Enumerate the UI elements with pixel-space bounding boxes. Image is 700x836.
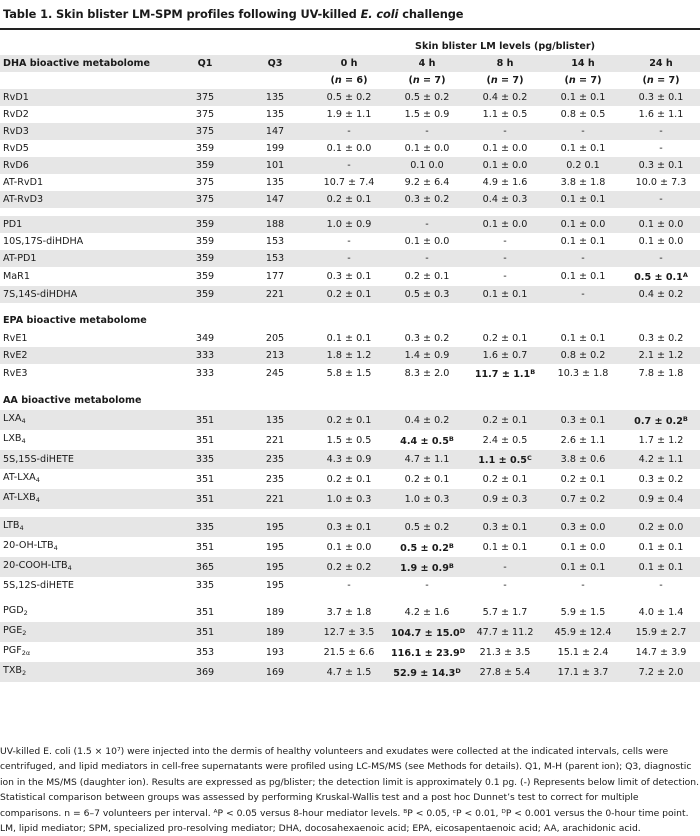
level-value: $0.5 \pm 0.2^B$ <box>400 541 454 554</box>
col-header-q3: Q3 <box>240 55 310 72</box>
q1-value: 335 <box>195 580 215 591</box>
level-value: - <box>622 250 700 267</box>
level-value: 0.3 ± 0.1 <box>544 410 622 430</box>
metabolite-name: RvD6 <box>0 157 170 174</box>
q3-value: 245 <box>265 368 285 379</box>
q1-value: 351 <box>170 622 240 642</box>
level-value: 3.7 ± 1.8 <box>326 606 372 618</box>
q3-value: 189 <box>240 622 310 642</box>
q3-value: 205 <box>265 333 285 344</box>
level-value: 0.1 ± 0.1 <box>560 143 606 154</box>
table-row <box>0 602 700 622</box>
level-value: - <box>544 286 622 303</box>
q3-value: 195 <box>240 517 310 537</box>
metabolite-name: $TXB_2$ <box>0 662 170 682</box>
level-value: 0.1 ± 0.1 <box>560 236 606 247</box>
q3-value: 135 <box>265 177 285 188</box>
q3-value: 101 <box>240 157 310 174</box>
col-header-time: 14 h <box>544 55 622 72</box>
level-value: - <box>310 157 388 174</box>
metabolite-name: $LTB_4$ <box>0 517 170 537</box>
level-value: 0.2 ± 0.1 <box>310 286 388 303</box>
metabolite-name: RvE1 <box>3 333 28 344</box>
q1-value: 335 <box>170 450 240 469</box>
q1-value: 359 <box>170 216 240 233</box>
level-value: 0.8 ± 0.2 <box>544 347 622 364</box>
metabolite-name: AT-RvD1 <box>3 177 44 188</box>
metabolite-name: AT-PD1 <box>0 250 170 267</box>
q1-value: 349 <box>195 333 215 344</box>
table-row <box>0 642 700 662</box>
q3-value: 235 <box>265 473 285 485</box>
level-value: 2.4 ± 0.5 <box>482 434 528 446</box>
q1-value: 375 <box>170 191 240 208</box>
level-value: 0.2 ± 0.1 <box>404 271 450 282</box>
spacer-row <box>0 594 700 602</box>
table-row <box>0 410 700 430</box>
level-value: $1.9 \pm 0.9^B$ <box>388 557 466 577</box>
metabolite-name: RvD5 <box>3 143 29 154</box>
header-span-row <box>0 38 700 55</box>
q1-value: 359 <box>195 143 215 154</box>
metabolite-name: RvD3 <box>0 123 170 140</box>
level-value: 4.0 ± 1.4 <box>638 606 684 618</box>
level-value: 1.0 ± 0.9 <box>310 216 388 233</box>
table-row <box>0 577 700 594</box>
spacer-row <box>0 383 700 391</box>
q1-value: 375 <box>170 89 240 106</box>
spacer-row <box>0 208 700 216</box>
level-value: 4.3 ± 0.9 <box>310 450 388 469</box>
level-value: 1.8 ± 1.2 <box>310 347 388 364</box>
level-value: 1.6 ± 0.7 <box>466 347 544 364</box>
level-value: $104.7 \pm 15.0^D$ <box>388 622 466 642</box>
col-header-time: 8 h <box>466 55 544 72</box>
q1-value: 333 <box>195 368 215 379</box>
q3-value: 221 <box>240 489 310 509</box>
q1-value: 365 <box>170 557 240 577</box>
level-value: 8.3 ± 2.0 <box>404 368 450 379</box>
section-header-row <box>0 311 700 330</box>
level-value: 7.2 ± 2.0 <box>622 662 700 682</box>
level-value: 0.1 ± 0.1 <box>638 541 684 553</box>
level-value: 0.3 ± 0.0 <box>544 517 622 537</box>
data-table <box>0 38 700 682</box>
section-label: AA bioactive metabolome <box>3 395 142 406</box>
table-row <box>0 622 700 642</box>
level-value: 21.3 ± 3.5 <box>479 646 531 658</box>
level-value: 0.2 ± 0.1 <box>310 191 388 208</box>
level-value: 0.1 ± 0.1 <box>622 557 700 577</box>
level-value: - <box>310 123 388 140</box>
q3-value: 147 <box>240 191 310 208</box>
level-value: 27.8 ± 5.4 <box>466 662 544 682</box>
level-value: 0.2 ± 0.0 <box>622 517 700 537</box>
level-value: 5.8 ± 1.5 <box>326 368 372 379</box>
metabolite-name: $20-COOH-LTB_4$ <box>0 557 170 577</box>
n-count: (n = 7) <box>564 75 602 86</box>
level-value: 0.1 ± 0.1 <box>544 89 622 106</box>
level-value: 0.1 ± 0.1 <box>560 271 606 282</box>
level-value: 1.4 ± 0.9 <box>388 347 466 364</box>
level-value: 0.1 ± 0.0 <box>326 541 372 553</box>
level-value: 17.1 ± 3.7 <box>544 662 622 682</box>
level-value: 1.7 ± 1.2 <box>638 434 684 446</box>
metabolite-name: $PGE_2$ <box>0 622 170 642</box>
level-value: 0.3 ± 0.1 <box>622 157 700 174</box>
q3-value: 221 <box>265 434 285 446</box>
level-value: $116.1 \pm 23.9^D$ <box>391 646 466 659</box>
level-value: 0.3 ± 0.2 <box>404 333 450 344</box>
table-row <box>0 430 700 450</box>
span-label: Skin blister LM levels (pg/blister) <box>415 41 595 52</box>
level-value: - <box>466 557 544 577</box>
q3-value: 135 <box>240 410 310 430</box>
table-row <box>0 330 700 347</box>
table-row <box>0 537 700 557</box>
title-italic: E. coli <box>360 7 399 21</box>
level-value: 0.1 ± 0.0 <box>466 216 544 233</box>
level-value: $0.5 \pm 0.1^A$ <box>634 271 688 283</box>
level-value: 0.2 ± 0.1 <box>560 473 606 485</box>
level-value: - <box>622 123 700 140</box>
level-value: 0.1 ± 0.0 <box>638 236 684 247</box>
level-value: 0.1 0.0 <box>388 157 466 174</box>
q3-value: 177 <box>265 271 285 282</box>
table-row <box>0 557 700 577</box>
col-header-time: 0 h <box>310 55 388 72</box>
level-value: 0.3 ± 0.1 <box>466 517 544 537</box>
q1-value: 353 <box>195 646 215 658</box>
metabolite-name: 7S,14S-diHDHA <box>0 286 170 303</box>
level-value: 0.4 ± 0.2 <box>466 89 544 106</box>
level-value: 12.7 ± 3.5 <box>310 622 388 642</box>
level-value: 0.1 ± 0.0 <box>482 143 528 154</box>
q1-value: 359 <box>170 250 240 267</box>
table-row <box>0 157 700 174</box>
level-value: $52.9 \pm 14.3^D$ <box>388 662 466 682</box>
col-header-time: 4 h <box>388 55 466 72</box>
table-row <box>0 267 700 286</box>
level-value: 4.7 ± 1.1 <box>388 450 466 469</box>
q3-value: 147 <box>240 123 310 140</box>
metabolite-name: RvD2 <box>3 109 29 120</box>
q1-value: 375 <box>195 109 215 120</box>
level-value: 10.7 ± 7.4 <box>323 177 375 188</box>
level-value: - <box>503 236 507 247</box>
q3-value: 189 <box>265 606 285 618</box>
q3-value: 135 <box>265 109 285 120</box>
n-count: (n = 7) <box>486 75 524 86</box>
q3-value: 199 <box>265 143 285 154</box>
table-row <box>0 216 700 233</box>
header-row <box>0 55 700 72</box>
metabolite-name: 5S,12S-diHETE <box>3 580 74 591</box>
level-value: 3.8 ± 1.8 <box>560 177 606 188</box>
table-row <box>0 662 700 682</box>
level-value: 1.0 ± 0.3 <box>310 489 388 509</box>
q1-value: 351 <box>195 434 215 446</box>
level-value: 0.5 ± 0.2 <box>388 517 466 537</box>
level-value: 0.2 ± 0.1 <box>482 473 528 485</box>
q3-value: 169 <box>240 662 310 682</box>
q1-value: 369 <box>170 662 240 682</box>
spacer-row <box>0 303 700 311</box>
q3-value: 135 <box>240 89 310 106</box>
top-rule <box>0 28 700 30</box>
level-value: 1.6 ± 1.1 <box>638 109 684 120</box>
level-value: 0.4 ± 0.3 <box>466 191 544 208</box>
table-row <box>0 140 700 157</box>
q1-value: 351 <box>195 473 215 485</box>
title-prefix: Table 1. Skin blister LM-SPM profiles following UV-killed <box>3 7 361 21</box>
level-value: 0.1 ± 0.0 <box>622 216 700 233</box>
table-row <box>0 286 700 303</box>
table-title <box>3 7 463 21</box>
level-value: - <box>544 123 622 140</box>
level-value: - <box>388 250 466 267</box>
metabolite-name: AT-RvD3 <box>0 191 170 208</box>
table-row <box>0 233 700 250</box>
q1-value: 351 <box>170 410 240 430</box>
level-value: 0.1 ± 0.0 <box>466 157 544 174</box>
level-value: 0.1 ± 0.1 <box>326 333 372 344</box>
metabolite-name: $20-OH-LTB_4$ <box>3 540 58 552</box>
table-row <box>0 364 700 383</box>
level-value: 1.1 ± 0.5 <box>482 109 528 120</box>
level-value: $4.4 \pm 0.5^B$ <box>400 434 454 447</box>
metabolite-name: PD1 <box>0 216 170 233</box>
level-value: 0.9 ± 0.3 <box>466 489 544 509</box>
q3-value: 193 <box>265 646 285 658</box>
metabolite-name: $PGD_2$ <box>3 605 28 617</box>
level-value: 0.2 ± 0.1 <box>466 410 544 430</box>
level-value: - <box>622 191 700 208</box>
level-value: 3.8 ± 0.6 <box>544 450 622 469</box>
level-value: 0.3 ± 0.1 <box>326 271 372 282</box>
level-value: 0.3 ± 0.2 <box>638 333 684 344</box>
level-value: $1.1 \pm 0.5^C$ <box>466 450 544 469</box>
q1-value: 335 <box>170 517 240 537</box>
level-value: 0.1 ± 0.1 <box>466 286 544 303</box>
level-value: 0.2 ± 0.1 <box>404 473 450 485</box>
level-value: 0.2 ± 0.2 <box>310 557 388 577</box>
level-value: 5.7 ± 1.7 <box>482 606 528 618</box>
level-value: 4.9 ± 1.6 <box>482 177 528 188</box>
level-value: 14.7 ± 3.9 <box>635 646 687 658</box>
level-value: 1.5 ± 0.5 <box>326 434 372 446</box>
n-count: (n = 6) <box>330 75 368 86</box>
table-row <box>0 347 700 364</box>
level-value: 0.1 ± 0.1 <box>544 557 622 577</box>
metabolite-name: 5S,15S-diHETE <box>0 450 170 469</box>
level-value: 4.2 ± 1.6 <box>404 606 450 618</box>
table-row <box>0 250 700 267</box>
table-row <box>0 89 700 106</box>
level-value: 45.9 ± 12.4 <box>544 622 622 642</box>
col-header-q1: Q1 <box>170 55 240 72</box>
level-value: 0.1 ± 0.0 <box>560 541 606 553</box>
n-count: (n = 7) <box>408 75 446 86</box>
metabolite-name: 10S,17S-diHDHA <box>3 236 84 247</box>
level-value: 7.8 ± 1.8 <box>638 368 684 379</box>
level-value: - <box>544 250 622 267</box>
metabolite-name: $PGF_{2\alpha}$ <box>3 645 31 657</box>
level-value: 0.5 ± 0.3 <box>388 286 466 303</box>
level-value: 15.1 ± 2.4 <box>557 646 609 658</box>
table-row <box>0 489 700 509</box>
metabolite-name: RvE2 <box>0 347 170 364</box>
q1-value: 359 <box>195 236 215 247</box>
q1-value: 375 <box>195 177 215 188</box>
level-value: 21.5 ± 6.6 <box>323 646 375 658</box>
level-value: 1.5 ± 0.9 <box>404 109 450 120</box>
level-value: 2.1 ± 1.2 <box>622 347 700 364</box>
level-value: 0.1 ± 0.1 <box>560 333 606 344</box>
footnote-text: UV-killed E. coli (1.5 × 10⁷) were injected into the dermis of healthy volunteers and exudates were collected at the indicated intervals, cells were centrifuged, and lipid mediators in cell-free supernatants were profiled using LC-MS/MS (see Methods for details). Q1, M-H (parent ion); Q3, diagnostic ion in the MS/MS (daughter ion). Results are expressed as pg/blister; the detection limit is approximately 0.1 pg. (-) Represents below limit of detection. Statistical comparison between groups was assessed by performing Kruskal-Wallis test and a post hoc Dunnet’s test to correct for multiple comparisons. n = 6–7 volunteers per interval. ᴬP < 0.05 versus 8-hour mediator levels. ᴮP < 0.05, ᶜP < 0.01, ᴰP < 0.001 versus the 0-hour time point. LM, lipid mediator; SPM, specialized pro-resolving mediator; DHA, docosahexaenoic acid; EPA, eicosapentaenoic acid; AA, arachidonic acid. <box>0 746 699 835</box>
level-value: 0.1 ± 0.1 <box>544 191 622 208</box>
level-value: 0.3 ± 0.1 <box>310 517 388 537</box>
level-value: 0.4 ± 0.2 <box>388 410 466 430</box>
level-value: 47.7 ± 11.2 <box>466 622 544 642</box>
level-value: 0.3 ± 0.1 <box>622 89 700 106</box>
section-header-row <box>0 391 700 410</box>
table-row <box>0 450 700 469</box>
table-row <box>0 517 700 537</box>
level-value: 0.2 0.1 <box>544 157 622 174</box>
level-value: 0.5 ± 0.2 <box>388 89 466 106</box>
q3-value: 195 <box>240 557 310 577</box>
level-value: - <box>503 580 507 591</box>
level-value: 0.1 ± 0.1 <box>482 541 528 553</box>
level-value: 9.2 ± 6.4 <box>404 177 450 188</box>
q1-value: 351 <box>195 541 215 553</box>
level-value: 4.2 ± 1.1 <box>622 450 700 469</box>
table-footnote <box>0 744 700 836</box>
level-value: 0.1 ± 0.0 <box>404 143 450 154</box>
q1-value: 359 <box>170 157 240 174</box>
level-value: 10.3 ± 1.8 <box>557 368 609 379</box>
q1-value: 359 <box>170 286 240 303</box>
col-header-time: 24 h <box>622 55 700 72</box>
spacer-row <box>0 509 700 517</box>
level-value: - <box>310 250 388 267</box>
level-value: 0.2 ± 0.1 <box>482 333 528 344</box>
col-header-metabolome: DHA bioactive metabolome <box>0 55 170 72</box>
q3-value: 153 <box>265 236 285 247</box>
level-value: 0.5 ± 0.2 <box>310 89 388 106</box>
metabolite-name: RvD1 <box>0 89 170 106</box>
level-value: 0.1 ± 0.0 <box>404 236 450 247</box>
level-value: - <box>388 216 466 233</box>
level-value: $0.7 \pm 0.2^B$ <box>622 410 700 430</box>
q3-value: 188 <box>240 216 310 233</box>
title-suffix: challenge <box>398 7 464 21</box>
metabolite-name: MaR1 <box>3 271 30 282</box>
level-value: - <box>581 580 585 591</box>
level-value: 5.9 ± 1.5 <box>560 606 606 618</box>
level-value: 0.9 ± 0.4 <box>622 489 700 509</box>
section-label: EPA bioactive metabolome <box>3 315 147 326</box>
level-value: 15.9 ± 2.7 <box>622 622 700 642</box>
level-value: - <box>347 236 351 247</box>
table-row <box>0 106 700 123</box>
q1-value: 375 <box>170 123 240 140</box>
level-value: 1.9 ± 1.1 <box>326 109 372 120</box>
level-value: 0.2 ± 0.1 <box>326 473 372 485</box>
q3-value: 153 <box>240 250 310 267</box>
level-value: - <box>659 580 663 591</box>
level-value: 0.3 ± 0.2 <box>638 473 684 485</box>
metabolite-name: RvE3 <box>3 368 28 379</box>
metabolite-name: $AT-LXB_4$ <box>0 489 170 509</box>
level-value: - <box>466 123 544 140</box>
level-value: 0.3 ± 0.2 <box>388 191 466 208</box>
table-row <box>0 469 700 489</box>
q3-value: 221 <box>240 286 310 303</box>
table-row <box>0 191 700 208</box>
level-value: $11.7 \pm 1.1^B$ <box>474 368 536 380</box>
q1-value: 351 <box>170 489 240 509</box>
metabolite-name: $LXB_4$ <box>3 433 26 445</box>
level-value: 0.7 ± 0.2 <box>544 489 622 509</box>
level-value: 0.2 ± 0.1 <box>310 410 388 430</box>
level-value: - <box>425 580 429 591</box>
level-value: - <box>659 143 663 154</box>
q3-value: 195 <box>265 541 285 553</box>
level-value: 1.0 ± 0.3 <box>388 489 466 509</box>
level-value: - <box>388 123 466 140</box>
q3-value: 235 <box>240 450 310 469</box>
level-value: 0.1 ± 0.0 <box>326 143 372 154</box>
level-value: - <box>347 580 351 591</box>
q1-value: 359 <box>195 271 215 282</box>
q1-value: 351 <box>195 606 215 618</box>
n-row <box>0 72 700 89</box>
table-row <box>0 123 700 140</box>
level-value: - <box>503 271 507 282</box>
level-value: 2.6 ± 1.1 <box>560 434 606 446</box>
n-count: (n = 7) <box>642 75 680 86</box>
level-value: 0.8 ± 0.5 <box>560 109 606 120</box>
table-row <box>0 174 700 191</box>
metabolite-name: $LXA_4$ <box>0 410 170 430</box>
level-value: 10.0 ± 7.3 <box>635 177 687 188</box>
q3-value: 195 <box>265 580 285 591</box>
q3-value: 213 <box>240 347 310 364</box>
level-value: 0.4 ± 0.2 <box>622 286 700 303</box>
level-value: 4.7 ± 1.5 <box>310 662 388 682</box>
level-value: - <box>466 250 544 267</box>
level-value: 0.1 ± 0.0 <box>544 216 622 233</box>
q1-value: 333 <box>170 347 240 364</box>
metabolite-name: $AT-LXA_4$ <box>3 472 40 484</box>
